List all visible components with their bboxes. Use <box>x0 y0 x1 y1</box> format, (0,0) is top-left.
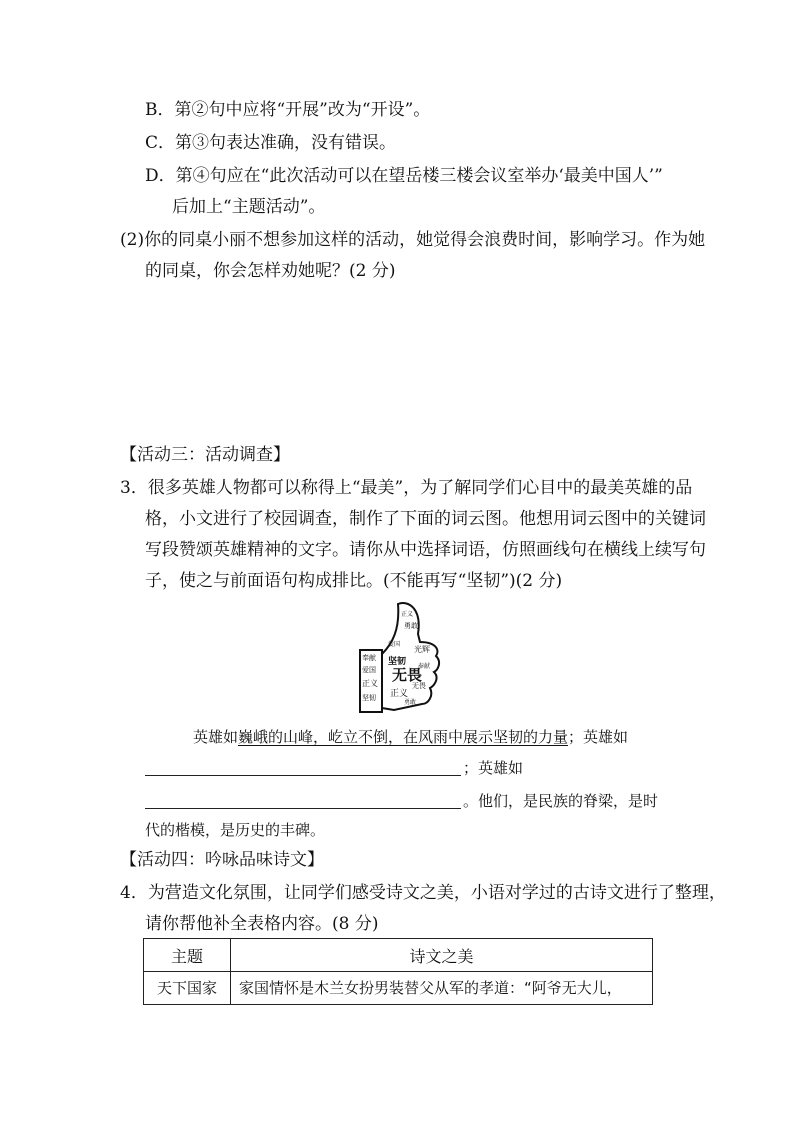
header-theme: 主题 <box>144 939 231 972</box>
cloud-word: 奉献 <box>418 663 431 670</box>
option-c: C．第③句表达准确，没有错误。 <box>145 133 397 153</box>
example-underlined-sentence: 巍峨的山峰，屹立不倒，在风雨中展示坚韧的力量 <box>238 728 569 746</box>
cloud-word: 爱国 <box>362 666 376 674</box>
q3-line3: 写段赞颂英雄精神的文字。请你从中选择词语，仿照画线句在横线上续写句 <box>145 540 706 560</box>
cloud-word: 爱国 <box>388 641 401 648</box>
cloud-word: 无畏 <box>392 666 423 684</box>
cloud-word: 坚韧 <box>388 657 407 667</box>
example-sentence <box>193 726 628 748</box>
closing-sentence: 代的楷模，是历史的丰碑。 <box>145 821 326 839</box>
cloud-word: 坚韧 <box>362 694 376 702</box>
poetry-table <box>143 938 653 1005</box>
cloud-word: 光辉 <box>414 645 430 654</box>
answer-blank-1[interactable] <box>145 775 461 776</box>
table-cell-content: 家国情怀是木兰女扮男装替父从军的孝道：“阿爷无大儿， <box>231 972 653 1005</box>
example-suffix: ；英雄如 <box>568 728 629 746</box>
cloud-word: 勇敢 <box>404 622 418 630</box>
header-poetry-beauty: 诗文之美 <box>231 939 653 972</box>
q4-line1: 4．为营造文化氛围，让同学们感受诗文之美，小语对学过的古诗文进行了整理， <box>120 883 726 903</box>
activity4-heading: 【活动四：吟咏品味诗文】 <box>120 850 324 870</box>
q3-line2: 格，小文进行了校园调查，制作了下面的词云图。他想用词云图中的关键词 <box>145 509 706 529</box>
option-b: B．第②句中应将“开展”改为“开设”。 <box>145 100 431 120</box>
blank2-suffix: 。他们，是民族的脊梁，是时 <box>463 792 659 810</box>
table-header-row <box>144 939 653 972</box>
option-d-line2: 后加上“主题活动”。 <box>172 197 326 217</box>
q3-line4: 子，使之与前面语句构成排比。(不能再写“坚韧”)(2 分) <box>145 571 563 591</box>
q2-sub2-line1: (2)你的同桌小丽不想参加这样的活动，她觉得会浪费时间，影响学习。作为她 <box>120 230 706 250</box>
q4-line2: 请你帮他补全表格内容。(8 分) <box>145 914 379 934</box>
example-prefix: 英雄如 <box>193 728 239 746</box>
cloud-word: 正义 <box>390 689 409 699</box>
answer-blank-2[interactable] <box>145 808 461 809</box>
cloud-word: 勇敢 <box>404 699 417 706</box>
cloud-word: 无畏 <box>412 682 426 690</box>
cloud-word: 奉献 <box>362 654 376 662</box>
activity3-heading: 【活动三：活动调查】 <box>120 445 290 465</box>
table-cell-theme: 天下国家 <box>144 972 231 1005</box>
q2-sub2-line2: 的同桌，你会怎样劝她呢？(2 分) <box>145 261 396 281</box>
q3-line1: 3．很多英雄人物都可以称得上“最美”，为了解同学们心目中的最美英雄的品 <box>120 478 693 498</box>
thumbs-up-word-cloud-image <box>348 600 444 720</box>
table-row <box>144 972 653 1005</box>
cloud-word: 正义 <box>362 679 378 688</box>
option-d-line1: D．第④句应在“此次活动可以在望岳楼三楼会议室举办‘最美中国人’” <box>145 166 663 186</box>
blank1-suffix: ；英雄如 <box>463 759 524 777</box>
cloud-word: 正义 <box>401 611 414 618</box>
